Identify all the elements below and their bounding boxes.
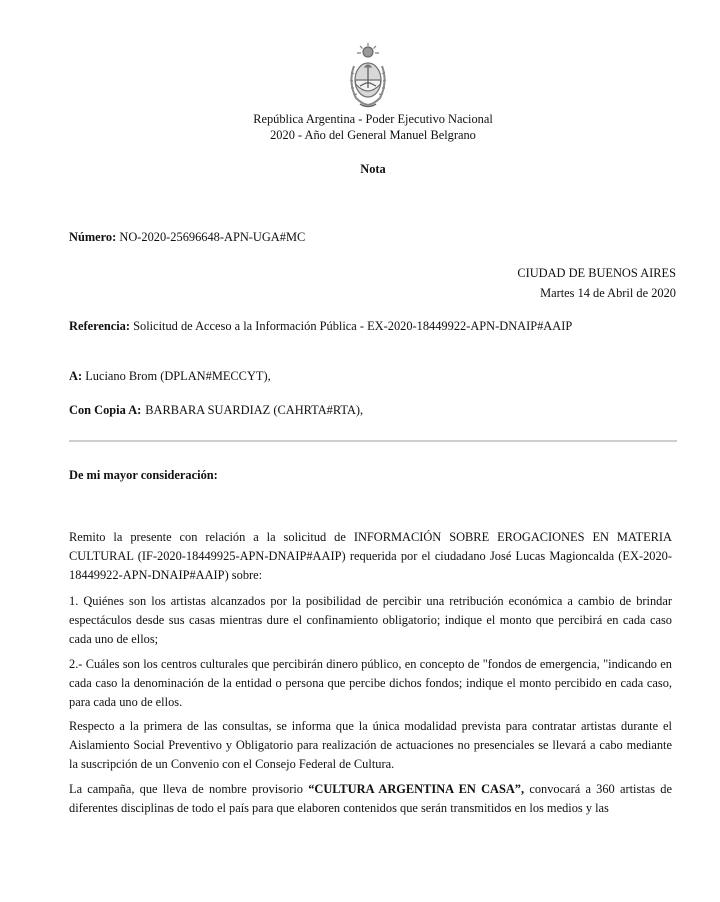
salutation: De mi mayor consideración: [69, 468, 218, 482]
cc-label: Con Copia A: [69, 403, 142, 417]
campaign-text-post: convocará a 360 artistas de diferentes disciplinas de todo el país para que elaboren contenidos que serán transmitidos en los medios y las [69, 782, 672, 815]
header-divider [69, 440, 677, 442]
document-type-title: Nota [360, 162, 386, 176]
header-line-anio: 2020 - Año del General Manuel Belgrano [270, 128, 476, 142]
numero-label: Número: [69, 230, 117, 244]
cc-line [69, 403, 363, 418]
paragraph-question-2: 2.- Cuáles son los centros culturales que percibirán dinero público, en concepto de "fondos de emergencia, "indicando en cada caso la denominación de la entidad o persona que percibe dichos fondos; indique el monto percibido en cada caso, para cada uno de ellos. [69, 657, 672, 709]
numero-line [69, 230, 305, 245]
recipient-line [69, 369, 271, 384]
recipient-label: A: [69, 369, 83, 383]
campaign-text-pre: La campaña, que lleva de nombre provisorio [69, 782, 309, 796]
recipient-value: Luciano Brom (DPLAN#MECCYT), [85, 369, 271, 383]
city-line: CIUDAD DE BUENOS AIRES [517, 266, 676, 280]
campaign-name: “CULTURA ARGENTINA EN CASA”, [308, 782, 525, 796]
paragraph-intro: Remito la presente con relación a la solicitud de INFORMACIÓN SOBRE EROGACIONES EN MATERIA CULTURAL (IF-2020-18449925-APN-DNAIP#AAIP) requerida por el ciudadano José Lucas Magioncalda (EX-2020-18449922-APN-DNAIP#AAIP) sobre: [69, 530, 672, 582]
date-line: Martes 14 de Abril de 2020 [540, 286, 676, 300]
cc-value: BARBARA SUARDIAZ (CAHRTA#RTA), [145, 403, 364, 417]
referencia-label: Referencia: [69, 319, 131, 333]
referencia-line [69, 319, 572, 334]
header-line-republica: República Argentina - Poder Ejecutivo Nacional [253, 112, 493, 126]
paragraph-question-1: 1. Quiénes son los artistas alcanzados por la posibilidad de percibir una retribución económica a cambio de brindar espectáculos desde sus casas mientras dure el confinamiento obligatorio; indique el monto que percibirá en cada caso cada uno de ellos; [69, 594, 672, 646]
paragraph-campaign [69, 780, 672, 818]
numero-value: NO-2020-25696648-APN-UGA#MC [119, 230, 306, 244]
national-coat-of-arms-seal [346, 42, 390, 110]
paragraph-response: Respecto a la primera de las consultas, se informa que la única modalidad prevista para contratar artistas durante el Aislamiento Social Preventivo y Obligatorio para realización de actuaciones no presenciales se llevará a cabo mediante la suscripción de un Convenio con el Consejo Federal de Cultura. [69, 719, 672, 771]
referencia-value: Solicitud de Acceso a la Información Pública - EX-2020-18449922-APN-DNAIP#AAIP [133, 319, 573, 333]
